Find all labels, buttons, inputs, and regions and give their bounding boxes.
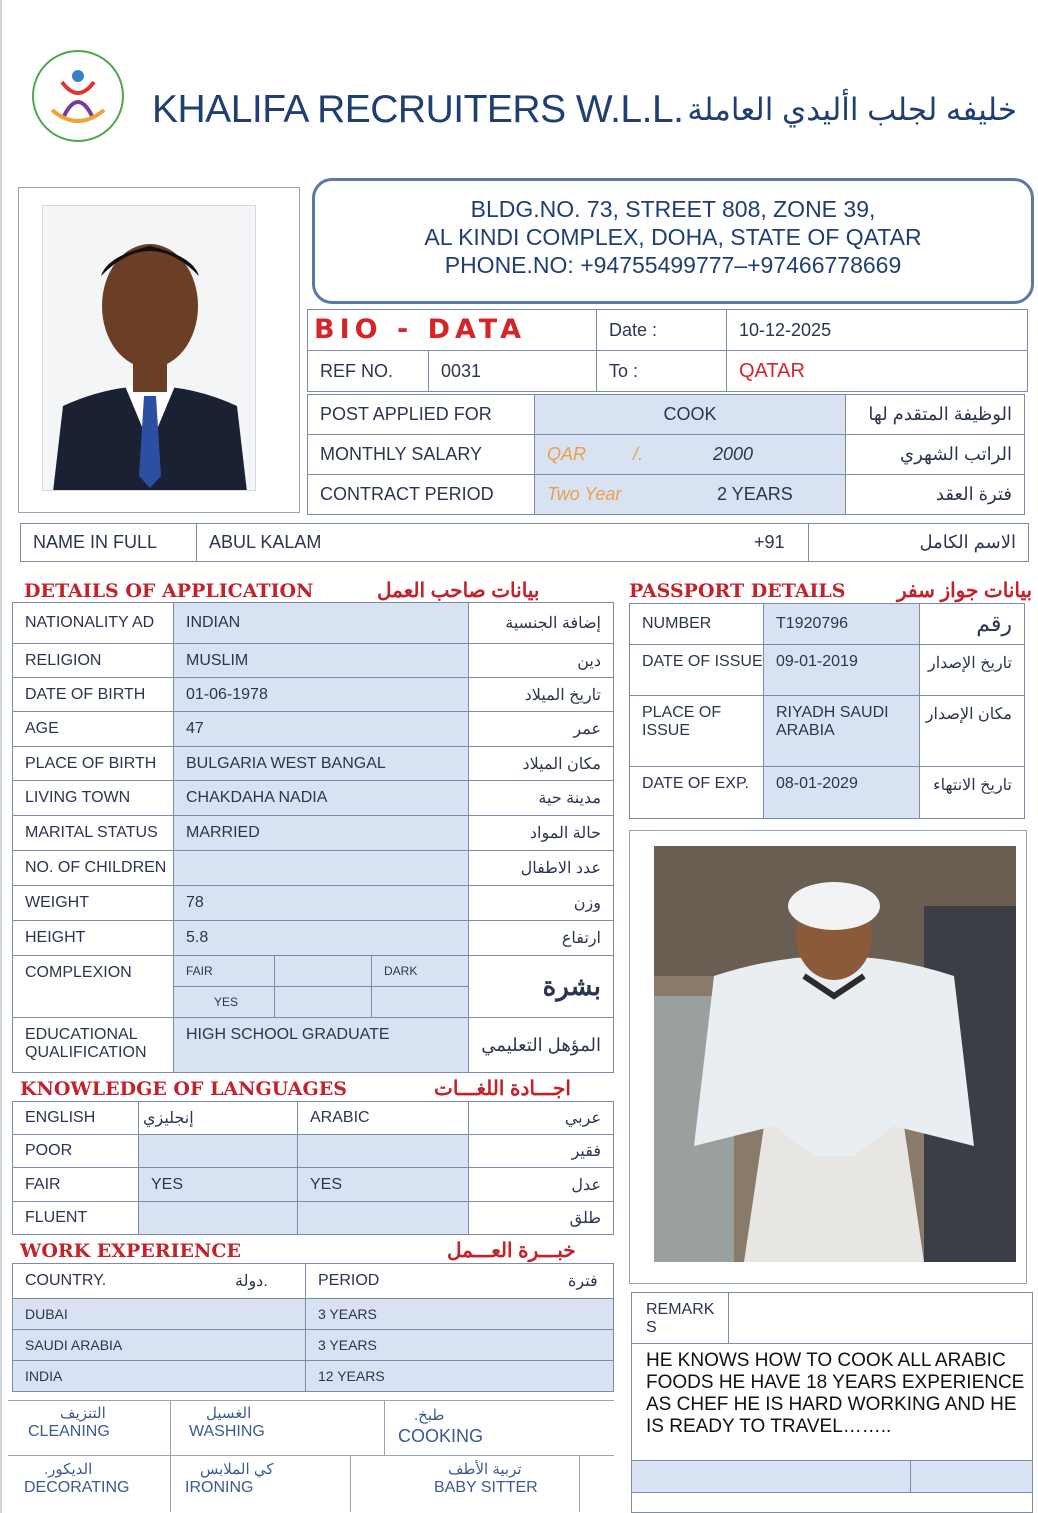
lang-row-arabic-1: YES [297,1167,469,1202]
education-label: EDUCATIONAL QUALIFICATION [12,1017,174,1073]
passport-section-title-arabic: بيانات جواز سفر [897,580,1033,602]
app-row-value-8: 78 [173,885,469,921]
app-row-label-5: LIVING TOWN [12,780,174,816]
app-row-label-8: WEIGHT [12,885,174,921]
app-row-label-2: DATE OF BIRTH [12,677,174,712]
skill-arabic-5: تربية الأطف [448,1461,522,1478]
complexion-label-arabic: بشرة [468,955,614,1018]
ref-no-value: 0031 [428,350,597,392]
address-line-2: AL KINDI COMPLEX, DOHA, STATE OF QATAR [424,224,922,250]
skill-label-2: COOKING [398,1426,484,1446]
passport-row-label-1: DATE OF ISSUE [629,644,764,696]
monthly-salary-label: MONTHLY SALARY [307,434,535,475]
passport-row-label-3: DATE OF EXP. [629,766,764,819]
passport-section-title: PASSPORT DETAILS [629,580,846,602]
passport-row-label-2: PLACE OF ISSUE [629,695,764,767]
app-row-value-2: 01-06-1978 [173,677,469,712]
skill-label-4: IRONING [185,1479,254,1496]
passport-row-arabic-0: رقم [919,603,1025,645]
lang-arabic-header-arabic: عربي [468,1101,614,1135]
education-value: HIGH SCHOOL GRADUATE [173,1017,469,1073]
skills-divider-3 [350,1455,351,1512]
app-row-label-9: HEIGHT [12,920,174,956]
address-line-1: BLDG.NO. 73, STREET 808, ZONE 39, [470,196,876,222]
salary-currency: QAR [547,444,587,464]
passport-row-value-2: RIYADH SAUDI ARABIA [763,695,920,767]
remark-footer-cell-3 [631,1492,1033,1513]
complexion-blank-top [274,955,372,987]
to-value: QATAR [726,350,1028,392]
app-row-arabic-9: ارتفاع [468,920,614,956]
languages-section-title-arabic: اجـــادة اللغـــات [434,1078,571,1100]
app-row-label-4: PLACE OF BIRTH [12,746,174,781]
date-value: 10-12-2025 [726,309,1028,351]
passport-row-value-3: 08-01-2029 [763,766,920,819]
full-name-cell [196,523,809,562]
profile-photo [42,205,256,491]
languages-section-title: KNOWLEDGE OF LANGUAGES [20,1078,347,1100]
company-address-box [312,178,1034,304]
work-period-label-arabic: فترة [568,1273,598,1290]
monthly-salary-label-arabic: الراتب الشهري [845,434,1025,475]
lang-row-arabic-0 [297,1134,469,1168]
skills-divider-1 [170,1400,171,1512]
skills-divider-4 [579,1455,580,1512]
app-row-arabic-6: حالة المواد [468,815,614,851]
full-name-label: NAME IN FULL [20,523,197,562]
passport-row-label-0: NUMBER [629,603,764,645]
app-row-value-0: INDIAN [173,602,469,644]
app-row-arabic-4: مكان الميلاد [468,746,614,781]
app-row-value-3: 47 [173,711,469,747]
skill-arabic-3: الديكور. [44,1461,93,1478]
company-name: KHALIFA RECRUITERS W.L.L. [152,88,684,131]
lang-row-label-0: POOR [12,1134,139,1168]
work-country-label-arabic: دولة. [235,1273,268,1290]
person-portrait-icon [43,206,256,491]
education-label-arabic: المؤهل التعليمي [468,1017,614,1073]
app-row-arabic-7: عدد الاطفال [468,850,614,886]
app-row-value-7 [173,850,469,886]
work-section-title-arabic: خبـــرة العـــمل [447,1240,576,1262]
passport-row-value-1: 09-01-2019 [763,644,920,696]
passport-row-arabic-2: مكان الإصدار [919,695,1025,767]
work-row-period-0: 3 YEARS [305,1298,614,1330]
work-country-label: COUNTRY. [25,1272,107,1289]
remark-footer-cell-2 [910,1460,1033,1493]
passport-row-value-0: T1920796 [763,603,920,645]
bio-data-title: BIO - DATA [314,314,527,345]
contract-value: 2 YEARS [717,484,793,504]
company-logo [32,50,124,142]
post-applied-label: POST APPLIED FOR [307,394,535,435]
phone-numbers: PHONE.NO: +94755499777–+97466778669 [444,252,902,278]
lang-english-header-arabic: إنجليزي [138,1101,298,1135]
complexion-blank-bottom-2 [371,986,469,1018]
logo-figure-icon [34,52,122,140]
lang-row-english-0 [138,1134,298,1168]
app-row-label-1: RELIGION [12,643,174,678]
post-applied-label-arabic: الوظيفة المتقدم لها [845,394,1025,435]
skill-arabic-0: التنزيف [60,1405,106,1422]
app-row-arabic-2: تاريخ الميلاد [468,677,614,712]
work-row-period-2: 12 YEARS [305,1360,614,1392]
skills-top-border [8,1400,614,1401]
application-section-title-arabic: بيانات صاحب العمل [377,580,540,602]
chef-photo-icon [654,846,1016,1262]
skill-label-1: WASHING [189,1423,265,1440]
complexion-fair-value: YES [173,986,275,1018]
passport-row-arabic-1: تاريخ الإصدار [919,644,1025,696]
post-applied-value: COOK [534,394,846,435]
salary-separator: /. [633,444,644,464]
lang-arabic-header: ARABIC [297,1101,469,1135]
app-row-label-7: NO. OF CHILDREN [12,850,174,886]
application-section-title: DETAILS OF APPLICATION [24,580,314,602]
app-row-value-6: MARRIED [173,815,469,851]
app-row-label-3: AGE [12,711,174,747]
lang-row-english-2 [138,1201,298,1235]
skill-arabic-2: طبخ. [414,1407,445,1424]
lang-english-header: ENGLISH [12,1101,139,1135]
app-row-arabic-8: وزن [468,885,614,921]
full-name-label-arabic: الاسم الكامل [808,523,1029,562]
contract-hint: Two Year [547,484,622,504]
work-row-country-2: INDIA [12,1360,306,1392]
date-label: Date : [596,309,727,351]
monthly-salary-cell [534,434,846,475]
work-period-header [305,1263,614,1299]
app-row-arabic-1: دين [468,643,614,678]
app-row-arabic-5: مدينة حية [468,780,614,816]
app-row-value-1: MUSLIM [173,643,469,678]
remark-label-blank [728,1292,1033,1344]
work-period-label: PERIOD [318,1272,380,1289]
app-row-arabic-3: عمر [468,711,614,747]
work-row-country-1: SAUDI ARABIA [12,1329,306,1361]
contract-period-cell [534,474,846,515]
ref-no-label: REF NO. [307,350,429,392]
lang-row-arabic-2 [297,1201,469,1235]
skill-label-5: BABY SITTER [434,1479,538,1496]
skills-mid-border [8,1455,614,1456]
remark-footer-cell-1 [631,1460,911,1493]
app-row-value-4: BULGARIA WEST BANGAL [173,746,469,781]
salary-value: 2000 [713,444,754,464]
skill-arabic-4: كي الملابس [200,1461,274,1478]
lang-row-english-1: YES [138,1167,298,1202]
lang-row-label-arabic-2: طلق [468,1201,614,1235]
remark-label: REMARK S [631,1292,729,1344]
app-row-value-9: 5.8 [173,920,469,956]
app-row-arabic-0: إضافة الجنسية [468,602,614,644]
lang-row-label-arabic-0: فقير [468,1134,614,1168]
contract-period-label: CONTRACT PERIOD [307,474,535,515]
company-name-arabic: خليفه لجلب األيدي العاملة [687,92,1017,127]
skill-label-3: DECORATING [24,1479,130,1496]
remark-text: HE KNOWS HOW TO COOK ALL ARABIC FOODS HE HAVE 18 YEARS EXPERIENCE AS CHEF HE IS HARD WORKING AND HE IS READY TO TRAVEL…….. [646,1350,1025,1437]
work-section-title: WORK EXPERIENCE [20,1240,241,1262]
app-row-label-6: MARITAL STATUS [12,815,174,851]
country-code: +91 [754,532,785,552]
app-row-label-0: NATIONALITY AD [12,602,174,644]
lang-row-label-1: FAIR [12,1167,139,1202]
contract-period-label-arabic: فترة العقد [845,474,1025,515]
lang-row-label-arabic-1: عدل [468,1167,614,1202]
complexion-dark-label: DARK [371,955,469,987]
skills-divider-2 [384,1400,385,1455]
lang-row-label-2: FLUENT [12,1201,139,1235]
skill-arabic-1: الغسيل [206,1405,252,1422]
complexion-fair-label: FAIR [173,955,275,987]
work-row-period-1: 3 YEARS [305,1329,614,1361]
complexion-label: COMPLEXION [12,955,174,1018]
passport-row-arabic-3: تاريخ الانتهاء [919,766,1025,819]
work-photo [654,846,1016,1262]
work-country-header [12,1263,306,1299]
app-row-value-5: CHAKDAHA NADIA [173,780,469,816]
to-label: To : [596,350,727,392]
skill-label-0: CLEANING [28,1423,110,1440]
work-row-country-0: DUBAI [12,1298,306,1330]
full-name-value: ABUL KALAM [209,532,322,552]
complexion-blank-bottom-1 [274,986,372,1018]
